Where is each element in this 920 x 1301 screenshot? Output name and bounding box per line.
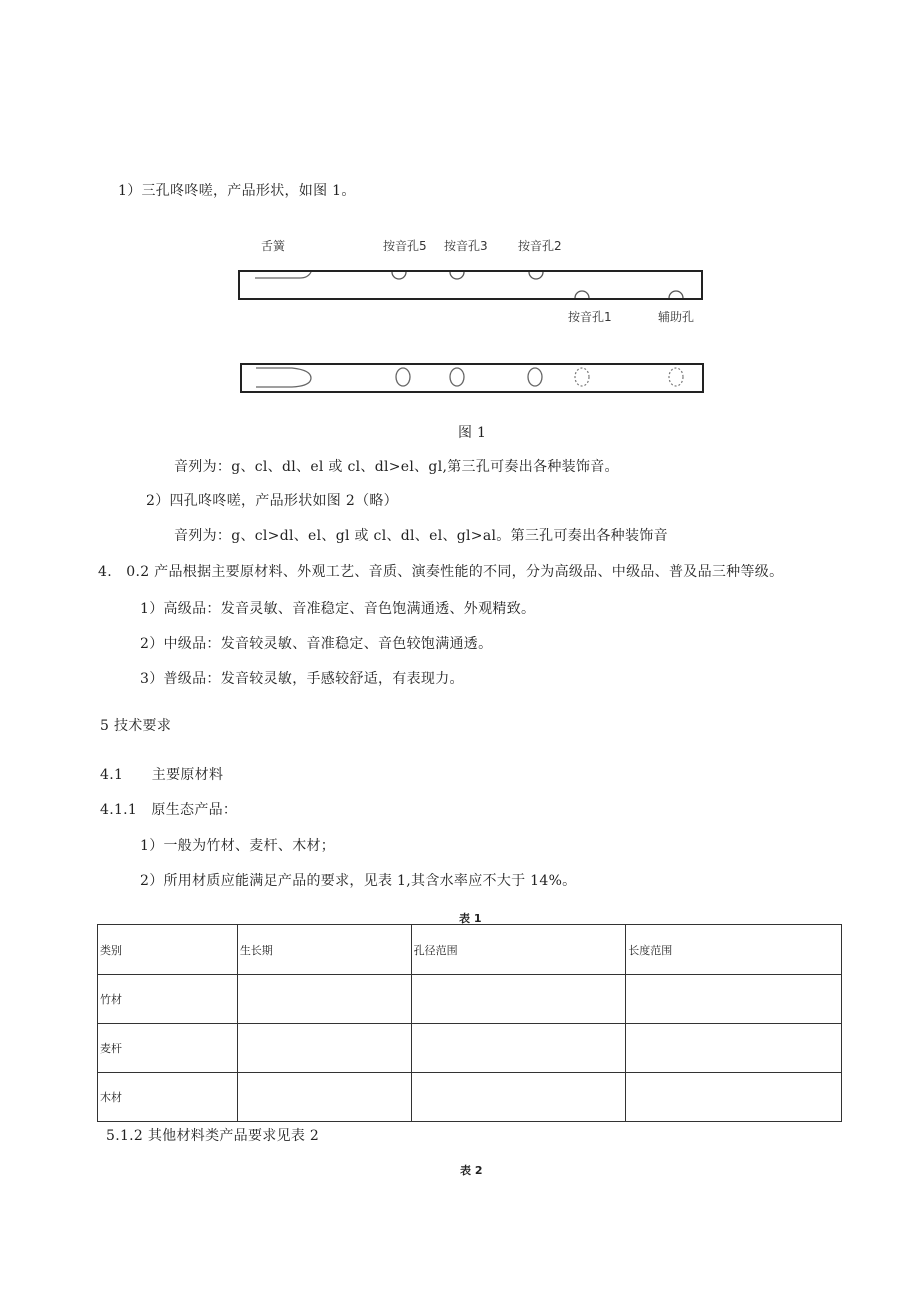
table-row <box>98 1073 842 1122</box>
reed-side-icon <box>255 272 311 278</box>
table-cell <box>237 1073 411 1122</box>
table-cell: 麦杆 <box>98 1024 238 1073</box>
label-reed: 舌簧 <box>261 239 286 253</box>
label-hole1: 按音孔1 <box>568 310 612 324</box>
table-cell <box>626 975 842 1024</box>
flute-top-body <box>241 364 703 392</box>
table-cell <box>411 1024 626 1073</box>
table-1-caption: 表 1 <box>459 912 482 925</box>
table-1 <box>97 924 842 1122</box>
label-aux: 辅助孔 <box>658 310 695 324</box>
hole2-top-icon <box>528 368 542 386</box>
grade-high: 1）高级品：发音灵敏、音准稳定、音色饱满通透、外观精致。 <box>140 601 536 617</box>
label-hole5: 按音孔5 <box>383 239 427 253</box>
table-cell <box>411 975 626 1024</box>
item-three-hole: 1）三孔咚咚嗟，产品形状，如图 1。 <box>118 183 356 199</box>
grade-basic: 3）普级品：发音较灵敏，手感较舒适，有表现力。 <box>140 671 464 687</box>
table-cell <box>237 1024 411 1073</box>
grade-mid: 2）中级品：发音较灵敏、音准稳定、音色较饱满通透。 <box>140 636 493 652</box>
section-4-1-heading: 4.1 主要原材料 <box>100 767 224 783</box>
table-cell: 木材 <box>98 1073 238 1122</box>
hole3-top-icon <box>450 368 464 386</box>
material-item-2: 2）所用材质应能满足产品的要求，见表 1,其含水率应不大于 14%。 <box>140 873 577 889</box>
hole2-side-icon <box>529 272 543 279</box>
table-2-caption: 表 2 <box>460 1164 483 1177</box>
grade-intro: 4. 0.2 产品根据主要原材料、外观工艺、音质、演奏性能的不同，分为高级品、中级品、普及品三种等级。 <box>98 564 784 580</box>
table-row <box>98 1024 842 1073</box>
header-cell: 类别 <box>98 925 238 975</box>
header-cell: 长度范围 <box>626 925 842 975</box>
aux-side-icon <box>669 291 683 298</box>
table-cell <box>237 975 411 1024</box>
reed-top-icon <box>256 368 311 387</box>
hole1-side-icon <box>575 291 589 298</box>
table-cell <box>626 1024 842 1073</box>
hole5-side-icon <box>392 272 406 279</box>
scale-three-hole: 音列为：g、cl、dl、el 或 cl、dl>el、gl,第三孔可奏出各种装饰音。 <box>174 459 619 475</box>
header-cell: 孔径范围 <box>411 925 626 975</box>
flute-diagram <box>0 0 920 420</box>
section-5-heading: 5 技术要求 <box>100 718 172 734</box>
table-row <box>98 975 842 1024</box>
table-cell <box>626 1073 842 1122</box>
scale-four-hole: 音列为：g、cl>dl、el、gl 或 cl、dl、el、gl>al。第三孔可奏出各种装饰音 <box>174 528 668 544</box>
hole3-side-icon <box>450 272 464 279</box>
table-header-row <box>98 925 842 975</box>
material-item-1: 1）一般为竹材、麦杆、木材； <box>140 838 336 854</box>
section-5-1-2: 5.1.2 其他材料类产品要求见表 2 <box>106 1128 320 1144</box>
label-hole3: 按音孔3 <box>444 239 488 253</box>
table-cell <box>411 1073 626 1122</box>
figure-1-caption: 图 1 <box>458 425 487 441</box>
hole1-top-dashed-icon <box>575 368 589 386</box>
label-hole2: 按音孔2 <box>518 239 562 253</box>
hole5-top-icon <box>396 368 410 386</box>
item-four-hole: 2）四孔咚咚嗟，产品形状如图 2（略） <box>146 493 398 509</box>
table-cell: 竹材 <box>98 975 238 1024</box>
section-4-1-1-heading: 4.1.1 原生态产品： <box>100 802 238 818</box>
aux-top-dashed-icon <box>669 368 683 386</box>
header-cell: 生长期 <box>237 925 411 975</box>
